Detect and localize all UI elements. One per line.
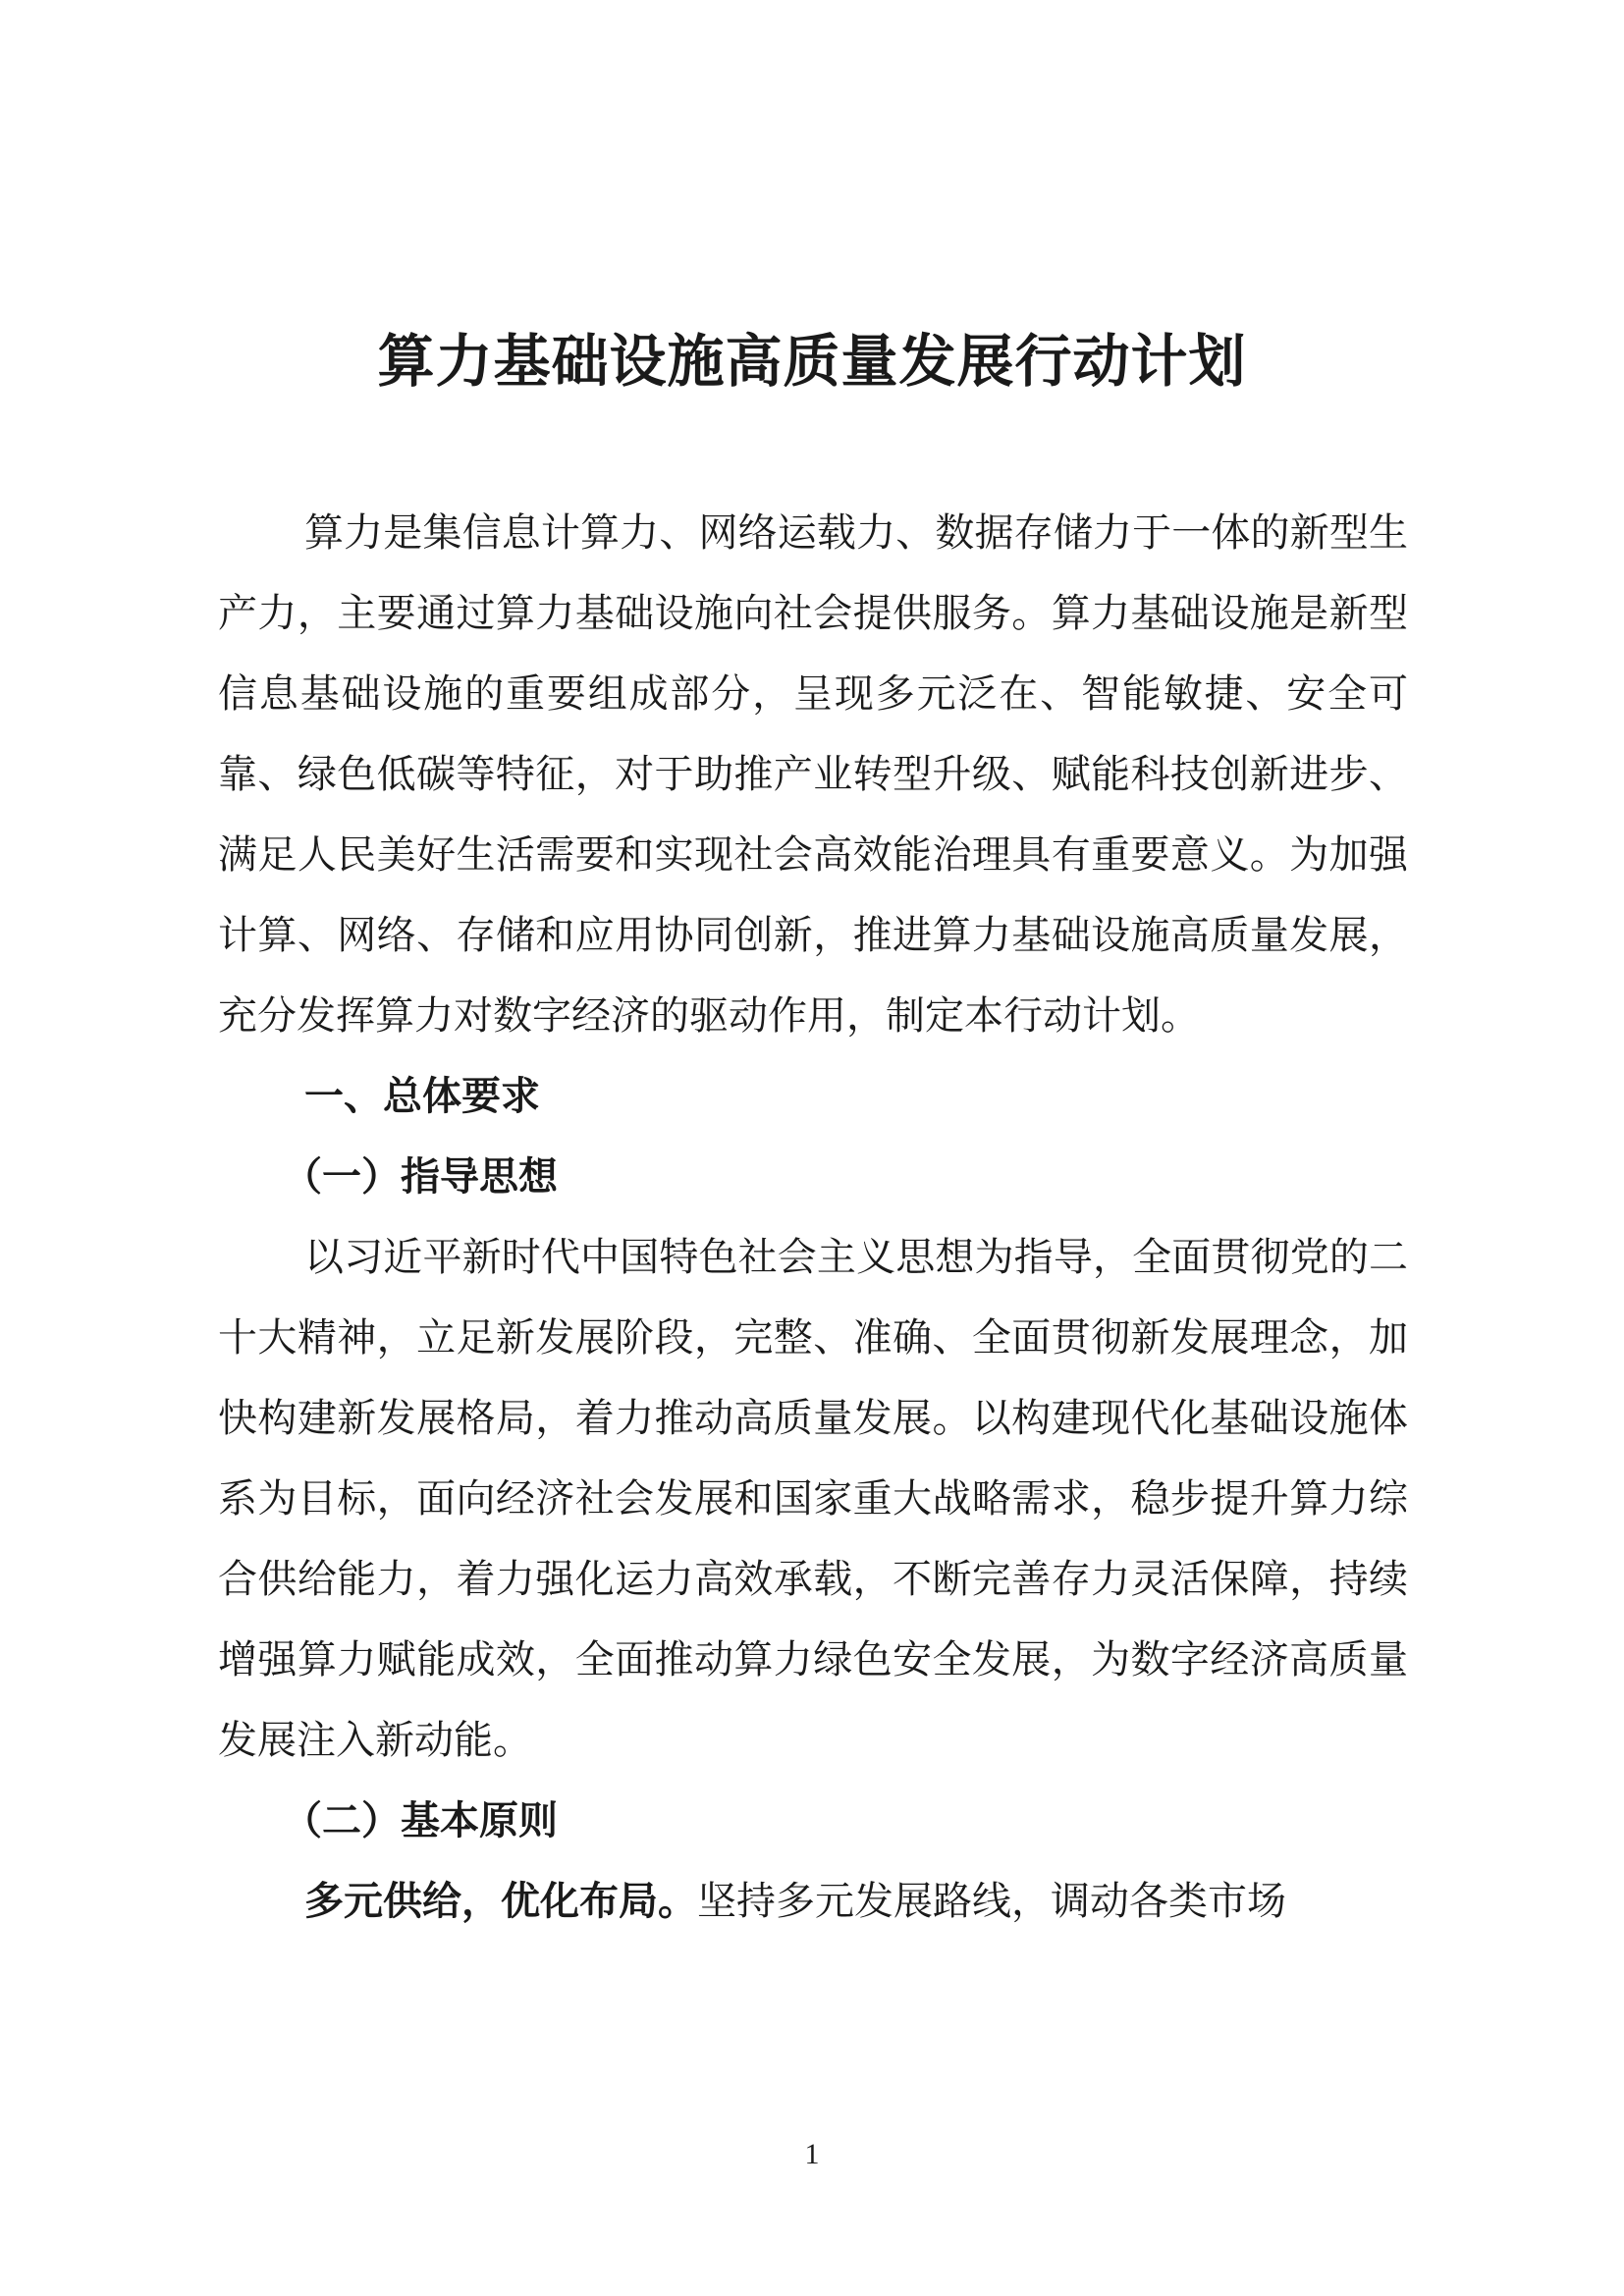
subsection-heading-guiding-ideology <box>218 1137 1408 1217</box>
principle-lead: 多元供给，优化布局。 <box>304 1879 697 1924</box>
page-number: 1 <box>804 2138 820 2170</box>
section-heading-general-requirements <box>218 1056 1408 1137</box>
intro-paragraph: 算力是集信息计算力、网络运载力、数据存储力于一体的新型生产力，主要通过算力基础设施向社会提供服务。算力基础设施是新型信息基础设施的重要组成部分，呈现多元泛在、智能敏捷、安全可靠、绿色低碳等特征，对于助推产业转型升级、赋能科技创新进步、满足人民美好生活需要和实现社会高效能治理具有重要意义。为加强计算、网络、存储和应用协同创新，推进算力基础设施高质量发展，充分发挥算力对数字经济的驱动作用，制定本行动计划。 <box>218 510 1408 1039</box>
document-title: 算力基础设施高质量发展行动计划 <box>377 328 1247 395</box>
section-heading-text: 一、总体要求 <box>304 1074 540 1119</box>
principle-paragraph <box>218 1861 1408 1942</box>
guiding-ideology-paragraph: 以习近平新时代中国特色社会主义思想为指导，全面贯彻党的二十大精神，立足新发展阶段，完整、准确、全面贯彻新发展理念，加快构建新发展格局，着力推动高质量发展。以构建现代化基础设施体系为目标，面向经济社会发展和国家重大战略需求，稳步提升算力综合供给能力，着力强化运力高效承载，不断完善存力灵活保障，持续增强算力赋能成效，全面推动算力绿色安全发展，为数字经济高质量发展注入新动能。 <box>218 1235 1408 1763</box>
document-content <box>218 493 1408 1942</box>
principle-text: 坚持多元发展路线，调动各类市场 <box>697 1879 1286 1924</box>
subsection-heading-text: （一）指导思想 <box>283 1154 558 1200</box>
subsection-heading-text: （二）基本原则 <box>283 1798 558 1843</box>
subsection-heading-basic-principles <box>218 1781 1408 1861</box>
